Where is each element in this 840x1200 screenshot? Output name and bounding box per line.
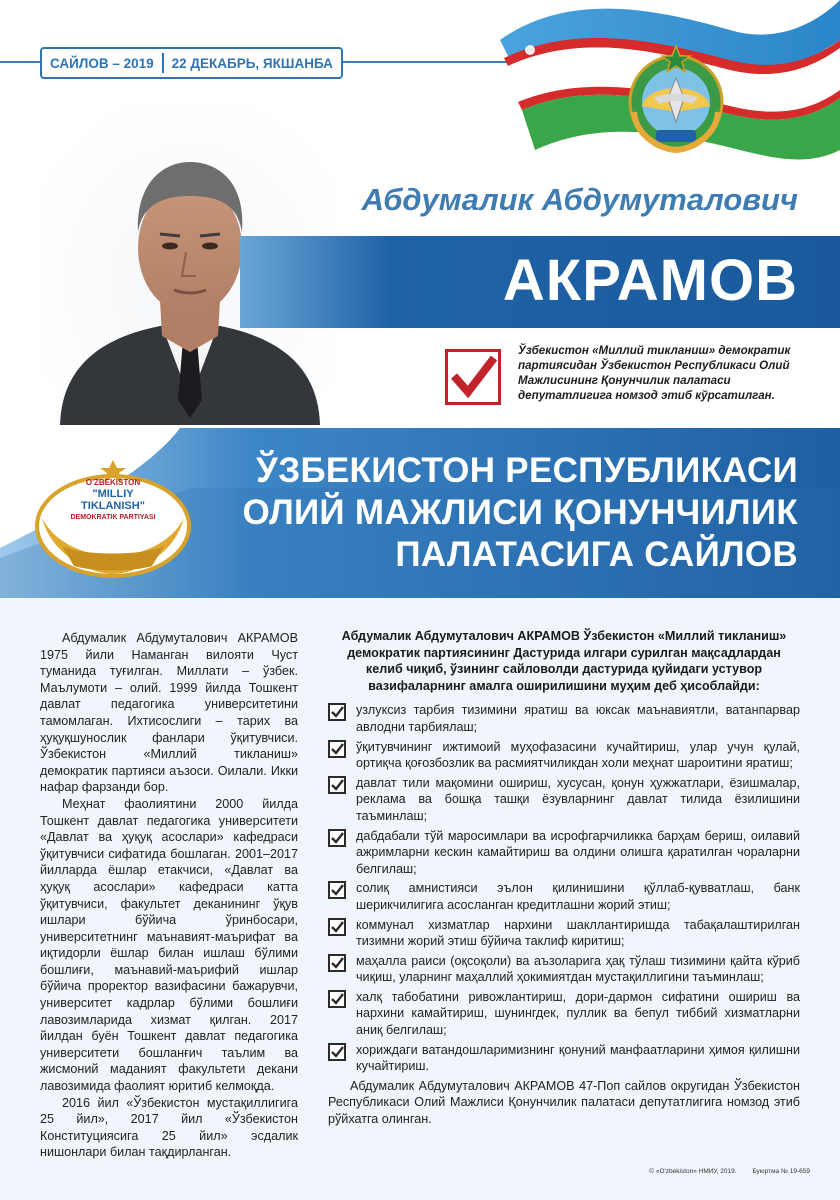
registration-statement: Абдумалик Абдумуталович АКРАМОВ 47-Поп сайлов округидан Ўзбекистон Республикаси Олий Мажлиси Қонунчилик палатаси депутатлигига номзод этиб рўйхатга олинган. — [328, 1078, 800, 1127]
task-item — [328, 1042, 800, 1075]
biography-paragraph: Меҳнат фаолиятини 2000 йилда Тошкент давлат педагогика университети «Давлат ва ҳуқуқ асослари» кафедраси ўқитувчиси сифатида бошлаган. 2001–2017 йилларда ёшлар етакчиси, «Давлат ва ҳуқуқ асослари» кафедраси катта ўқитувчиси, факультет деканининг ўқув ишлари бўйича ўринбосари, университетнинг маънавият-маърифат ва иқтидорли ёшлар билан ишлаш бўлими бошлиғи, маънавий-маърифий ишлар бўйича проректор вазифасини бажарувчи, университет кадрлар бўлими бошлиғи лавозимларида хизмат қилган. 2017 йилдан буён Тошкент давлат педагогика университети бошланғич таълим ва жисмоний маданият факультети декани лавозимида фаолият юритиб келмоқда. — [40, 796, 298, 1094]
task-item — [328, 702, 800, 735]
task-item — [328, 880, 800, 913]
election-date: 22 ДЕКАБРЬ, ЯКШАНБА — [171, 55, 333, 71]
program-column — [328, 628, 800, 1128]
party-logo-line1: O'ZBEKISTON — [85, 478, 141, 487]
candidate-first-names: Абдумалик Абдумуталович — [361, 182, 798, 217]
task-item — [328, 739, 800, 772]
election-title-line3: ПАЛАТАСИГА САЙЛОВ — [395, 535, 798, 574]
party-logo-line4: DEMOKRATIK PARTIYASI — [70, 514, 156, 521]
footer-publisher: © «O'zbekiston» НМИУ, 2019. — [649, 1168, 737, 1175]
task-checkbox-icon — [328, 918, 346, 936]
checkmark-icon — [448, 352, 498, 402]
biography-paragraph: Абдумалик Абдумуталович АКРАМОВ 1975 йили Наманган вилояти Чуст туманида туғилган. Миллати – ўзбек. Маълумоти – олий. 1999 йилда Тошкент давлат педагогика университетини тамомлаган. Ихтисослиги – тарих ва ҳуқуқшунослик фанлари ўқитувчиси. Ўзбекистон «Миллий тикланиш» демократик партияси аъзоси. Оилали. Икки нафар фарзанди бор. — [40, 631, 298, 795]
election-label: САЙЛОВ – 2019 — [50, 55, 154, 71]
task-item — [328, 989, 800, 1039]
task-checkbox-icon — [328, 954, 346, 972]
header-separator — [162, 53, 164, 73]
task-checkbox-icon — [328, 1043, 346, 1061]
task-text: солиқ амнистияси эълон қилинишини қўллаб-қувватлаш, банк шерикчилигига асосланган кредитлашни жорий этиш; — [356, 881, 800, 912]
task-text: халқ табобатини ривожлантириш, дори-дармон сифатини ошириш ва нархини камайтириш, шунингдек, пуллик ва бепул тиббий хизматларни аниқ белгилаш; — [356, 989, 800, 1038]
state-emblem-icon — [624, 42, 728, 156]
party-logo-line3: TIKLANISH" — [81, 500, 145, 512]
task-checkbox-icon — [328, 881, 346, 899]
task-item — [328, 953, 800, 986]
biography-column — [40, 630, 298, 1161]
footer-order-number: Буюртма № 19-659 — [752, 1168, 810, 1175]
task-text: ўқитувчининг ижтимоий муҳофазасини кучайтириш, улар учун қулай, ортиқча қоғозбозлик ва расмиятчиликдан холи меҳнат шароитини яратиш; — [356, 739, 800, 771]
election-title-line2: ОЛИЙ МАЖЛИСИ ҚОНУНЧИЛИК — [242, 493, 798, 532]
task-checkbox-icon — [328, 703, 346, 721]
nomination-statement: Ўзбекистон «Миллий тикланиш» демократик партиясидан Ўзбекистон Республикаси Олий Мажлисининг Қонунчилик палатаси депутатлигига номзод этиб кўрсатилган. — [518, 344, 791, 402]
footer-imprint — [635, 1168, 810, 1175]
task-text: маҳалла раиси (оқсоқоли) ва аъзоларига ҳақ тўлаш тизимини қайта кўриб чиқиш, уларнинг маҳаллий ҳокимиятдан мустақиллигини таъминлаш; — [356, 953, 800, 985]
header-date-box — [40, 47, 343, 79]
task-item — [328, 775, 800, 825]
task-text: дабдабали тўй маросимлари ва исрофгарчиликка барҳам бериш, оилавий ажримларни кескин камайтириш ва олдини олишга қаратилган чораларни белгилаш; — [356, 828, 800, 876]
candidate-surname: АКРАМОВ — [502, 248, 798, 313]
program-intro: Абдумалик Абдумуталович АКРАМОВ Ўзбекистон «Миллий тикланиш» демократик партиясининг Дастурида илгари сурилган мақсадлардан келиб чиқиб, ўзининг сайловолди дастурида қуйидаги устувор вазифаларнинг амалга оширилишини муҳим деб ҳисоблайди: — [341, 629, 787, 693]
party-logo-line2: "MILLIY — [92, 488, 134, 500]
party-logo — [32, 456, 194, 580]
election-title — [242, 450, 798, 576]
nomination-checkbox — [445, 349, 501, 405]
task-checkbox-icon — [328, 990, 346, 1008]
task-item — [328, 917, 800, 950]
task-checkbox-icon — [328, 740, 346, 758]
biography-paragraph: 2016 йил «Ўзбекистон мустақиллигига 25 йил», 2017 йил «Ўзбекистон Конституциясига 25 йил» эсдалик нишонлари билан тақдирланган. — [40, 1095, 298, 1160]
task-item — [328, 828, 800, 878]
task-checkbox-icon — [328, 829, 346, 847]
election-title-line1: ЎЗБЕКИСТОН РЕСПУБЛИКАСИ — [256, 451, 798, 490]
task-list — [328, 702, 800, 1074]
task-text: коммунал хизматлар нархини шакллантиришда табақалаштирилган тизимни жорий этиш бўйича таклиф киритиш; — [356, 917, 800, 949]
task-text: хориждаги ватандошларимизнинг қонуний манфаатларини ҳимоя қилишни кучайтириш. — [356, 1042, 800, 1074]
task-text: давлат тили мақомини ошириш, хусусан, қонун ҳужжатлари, ёзишмалар, реклама ва бошқа ташқи ёзувларнинг давлат тилида ёзилишини таъминлаш; — [356, 775, 800, 823]
task-text: узлуксиз тарбия тизимини яратиш ва юксак маънавиятли, ватанпарвар авлодни тарбиялаш; — [356, 703, 800, 734]
task-checkbox-icon — [328, 776, 346, 794]
